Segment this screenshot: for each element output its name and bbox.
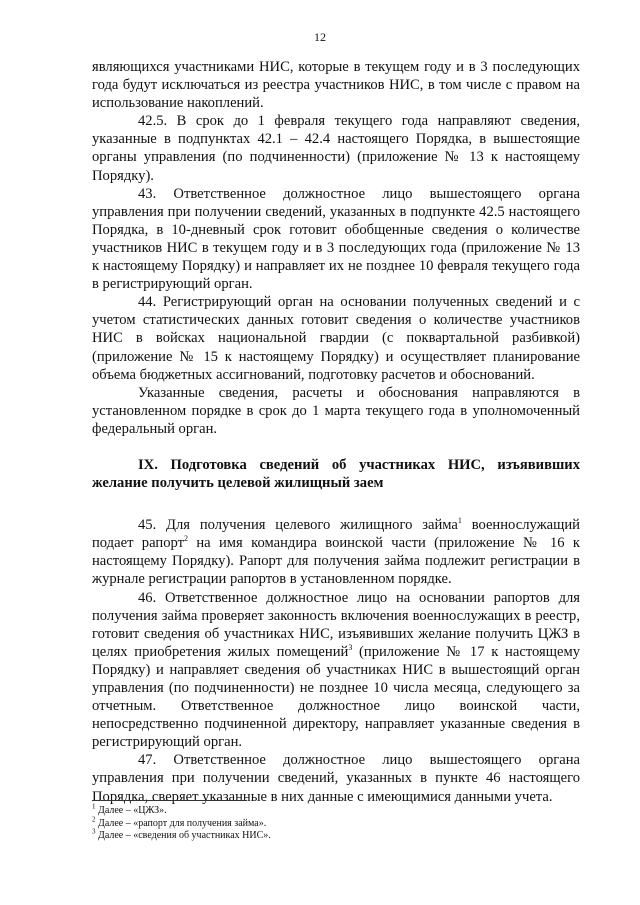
footnote-text: Далее – «рапорт для получения займа».	[95, 817, 267, 829]
footnote-1	[92, 802, 580, 818]
section-heading-ix: IX. Подготовка сведений об участниках НИС, изъявивших желание получить целевой жилищный заем	[92, 456, 580, 492]
page-number: 12	[314, 30, 326, 44]
paragraph-continuation: являющихся участниками НИС, которые в текущем году и в 3 последующих года будут исключаться из реестра участников НИС, в том числе с правом на использование накоплений.	[92, 59, 580, 112]
footnote-ref-1: 1	[457, 516, 462, 526]
footnote-mark: 2	[92, 815, 96, 824]
footnote-mark: 1	[92, 802, 96, 811]
paragraph-46-text-b: (приложение № 17 к настоящему Порядку) и направляет сведения об участниках НИС в вышестоящий орган управления (по подчиненности) не позднее 10 числа месяца, следующего за отчетным. Ответственное должностное лицо воинской части, непосредственно подчиненной директору, направляет указанные сведения в регистрирующий орган.	[92, 643, 580, 751]
paragraph-42-5: 42.5. В срок до 1 февраля текущего года направляют сведения, указанные в подпунктах 42.1 – 42.4 настоящего Порядка, в вышестоящие органы управления (по подчиненности) (приложение № 13 к настоящему Порядку).	[92, 113, 580, 184]
paragraph-45-text-c: на имя командира воинской части (приложение № 16 к настоящему Порядку). Рапорт для получения займа подлежит регистрации в журнале регистрации рапортов в установленном порядке.	[92, 535, 580, 588]
footnote-ref-2: 2	[183, 534, 188, 544]
paragraph-45-text-a: 45. Для получения целевого жилищного займа	[138, 517, 458, 534]
paragraph-47: 47. Ответственное должностное лицо вышестоящего органа управления при получении сведений, указанных в пункте 46 настоящего Порядка, сверяет указанные в них данные с имеющимися данными учета.	[92, 752, 580, 805]
section-spacer	[92, 438, 580, 456]
paragraph-46	[92, 589, 580, 752]
section-spacer	[92, 492, 580, 516]
footnotes	[92, 800, 580, 843]
footnote-3	[92, 827, 580, 843]
footnote-2	[92, 815, 580, 831]
footnote-text: Далее – «сведения об участниках НИС».	[95, 830, 271, 841]
paragraph-45	[92, 516, 580, 588]
document-body	[92, 58, 580, 806]
paragraph-44: 44. Регистрирующий орган на основании полученных сведений и с учетом статистических данных готовит сведения о количестве участников НИС в войсках национальной гвардии (с поквартальной разбивкой) (приложение № 15 к настоящему Порядку) и осуществляет планирование объема бюджетных ассигнований, подготовку расчетов и обоснований.	[92, 294, 580, 383]
footnote-divider	[92, 800, 247, 801]
paragraph-45-text-b: военнослужащий подает рапорт	[92, 517, 580, 552]
paragraph-44-continued: Указанные сведения, расчеты и обоснования направляются в установленном порядке в срок до 1 марта текущего года в уполномоченный федеральный орган.	[92, 384, 580, 437]
paragraph-46-text-a: 46. Ответственное должностное лицо на основании рапортов для получения займа проверяет законность включения военнослужащих в реестр, готовит сведения об участниках НИС, изъявивших желание получить ЦЖЗ в целях приобретения жилых помещений	[92, 589, 580, 660]
footnote-mark: 3	[92, 827, 96, 836]
paragraph-43: 43. Ответственное должностное лицо вышестоящего органа управления при получении сведений, указанных в подпункте 42.5 настоящего Порядка, в 10-дневный срок готовит обобщенные сведения о количестве участников НИС в текущем году и в 3 последующих года (приложение № 13 к настоящему Порядку) и направляет их не позднее 10 февраля текущего года в регистрирующий орган.	[92, 185, 580, 293]
footnote-text: Далее – «ЦЖЗ».	[95, 805, 167, 816]
footnote-ref-3: 3	[348, 642, 353, 652]
